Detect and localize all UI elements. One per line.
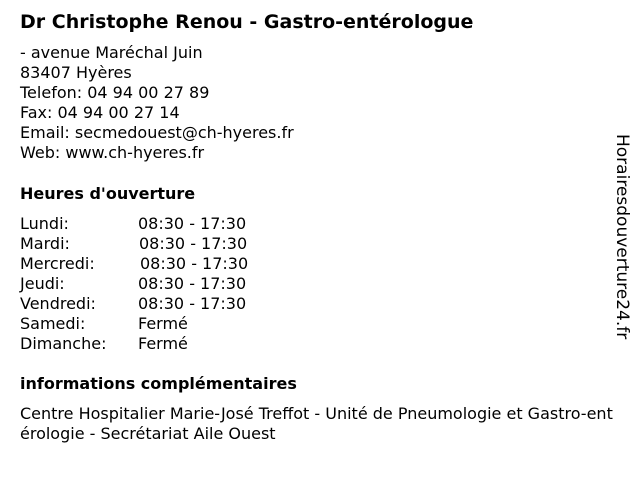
email-address: Email: secmedouest@ch-hyeres.fr xyxy=(20,123,294,142)
page-title: Dr Christophe Renou - Gastro-entérologue xyxy=(20,11,474,33)
site-watermark: Horairesdouverture24.fr xyxy=(612,134,632,340)
day-label: Samedi: xyxy=(20,314,86,333)
hours-row-saturday xyxy=(20,314,280,334)
hours-value: Fermé xyxy=(138,334,188,353)
day-label: Mardi: xyxy=(20,234,70,253)
hours-row-sunday xyxy=(20,334,280,354)
day-label: Mercredi: xyxy=(20,254,95,273)
phone-number: Telefon: 04 94 00 27 89 xyxy=(20,83,210,102)
hours-value: 08:30 - 17:30 xyxy=(138,214,247,233)
hours-value: 08:30 - 17:30 xyxy=(140,254,249,273)
opening-hours-table xyxy=(20,214,280,354)
hours-row-thursday xyxy=(20,274,280,294)
hours-row-friday xyxy=(20,294,280,314)
day-label: Dimanche: xyxy=(20,334,107,353)
hours-value: 08:30 - 17:30 xyxy=(138,294,247,313)
hours-row-wednesday xyxy=(20,254,280,274)
additional-info-heading: informations complémentaires xyxy=(20,374,297,393)
hours-value: Fermé xyxy=(138,314,188,333)
day-label: Vendredi: xyxy=(20,294,96,313)
opening-hours-heading: Heures d'ouverture xyxy=(20,184,196,203)
fax-number: Fax: 04 94 00 27 14 xyxy=(20,103,180,122)
hours-row-monday xyxy=(20,214,280,234)
city: 83407 Hyères xyxy=(20,63,132,82)
hours-value: 08:30 - 17:30 xyxy=(138,274,247,293)
website: Web: www.ch-hyeres.fr xyxy=(20,143,205,162)
address-block xyxy=(20,43,294,163)
additional-info-text: Centre Hospitalier Marie-José Treffot - Unité de Pneumologie et Gastro-entérologie - Secrétariat Aile Ouest xyxy=(20,404,613,443)
hours-row-tuesday xyxy=(20,234,280,254)
street-address: - avenue Maréchal Juin xyxy=(20,43,203,62)
hours-value: 08:30 - 17:30 xyxy=(139,234,248,253)
day-label: Lundi: xyxy=(20,214,69,233)
day-label: Jeudi: xyxy=(20,274,65,293)
